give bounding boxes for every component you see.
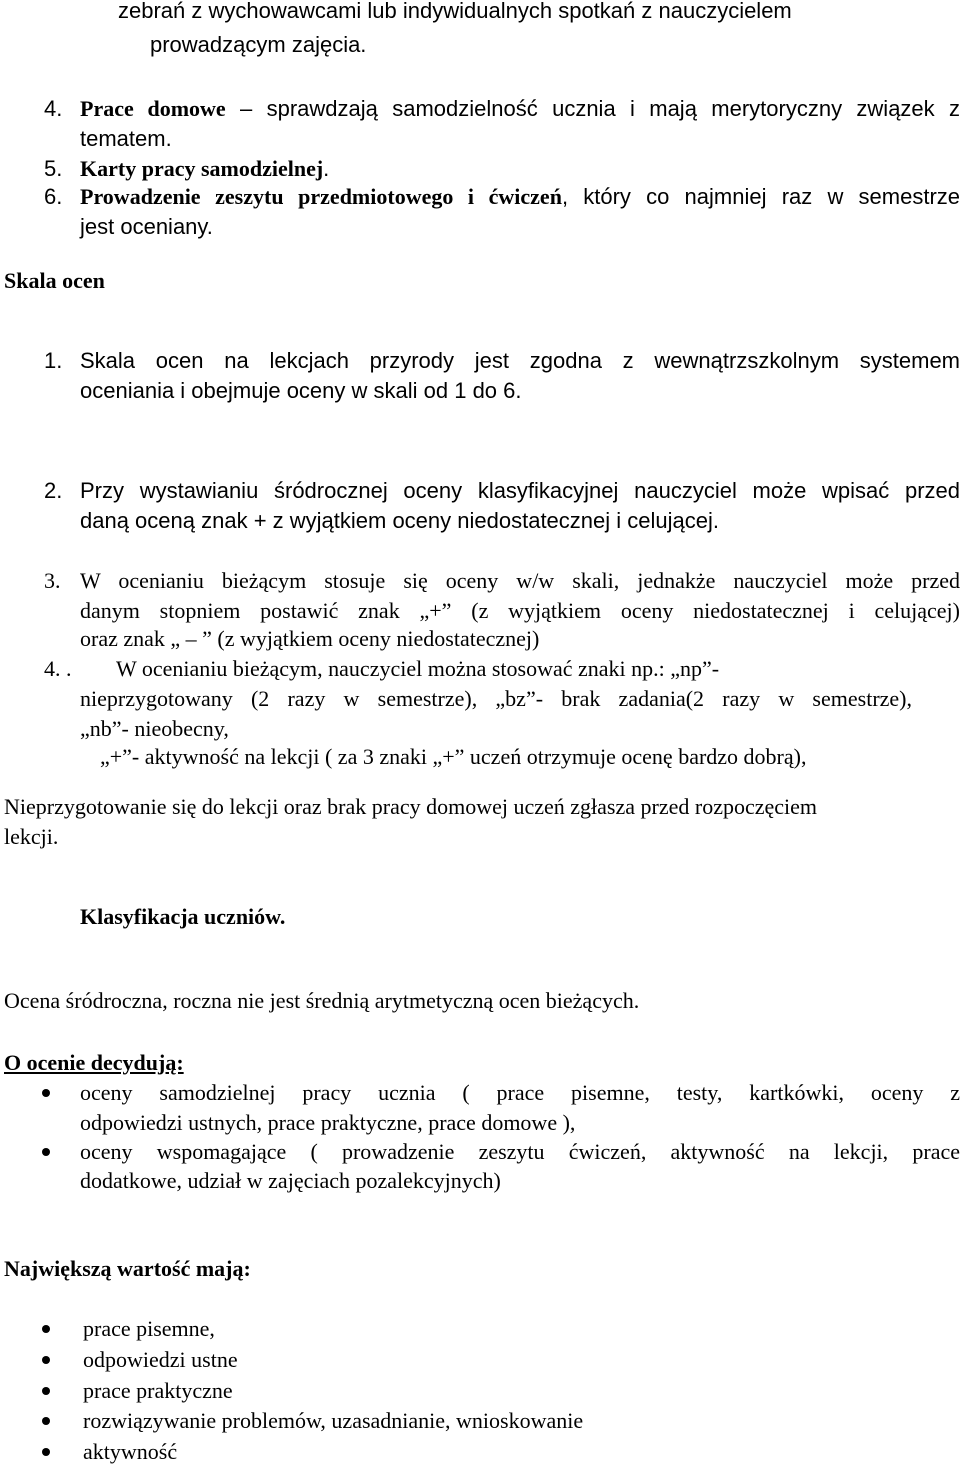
bullet-icon bbox=[42, 1089, 50, 1097]
bullet-icon bbox=[42, 1417, 50, 1425]
list-item-homework bbox=[80, 98, 960, 120]
list-item-bold: Prowadzenie zeszytu przedmiotowego i ćwiczeń bbox=[80, 184, 562, 209]
value-item: rozwiązywanie problemów, uzasadnianie, wnioskowanie bbox=[83, 1408, 584, 1433]
list-number: 6. bbox=[44, 184, 63, 209]
intro-line-1: zebrań z wychowawcami lub indywidualnych spotkań z nauczycielem bbox=[118, 0, 792, 23]
bullet-icon bbox=[42, 1448, 50, 1456]
list-item-notebook bbox=[80, 186, 960, 208]
scale-point-3-line-1: W ocenianiu bieżącym stosuje się oceny w/w skali, jednakże nauczyciel może przed bbox=[80, 568, 960, 593]
list-item-continuation: tematem. bbox=[80, 126, 172, 151]
list-item-bold: Karty pracy samodzielnej bbox=[80, 156, 324, 181]
decide-item-1-line-2: odpowiedzi ustnych, prace praktyczne, prace domowe ), bbox=[80, 1110, 576, 1135]
list-item-worksheets bbox=[80, 158, 329, 180]
scale-point-number: 3. bbox=[44, 568, 61, 593]
scale-point-number: 4. . bbox=[44, 656, 72, 681]
bullet-icon bbox=[42, 1356, 50, 1364]
scale-point-4-line-2: nieprzygotowany (2 razy w semestrze), „bz”- brak zadania(2 razy w semestrze), bbox=[80, 686, 912, 711]
scale-heading: Skala ocen bbox=[4, 268, 105, 293]
classification-heading: Klasyfikacja uczniów. bbox=[80, 904, 286, 929]
bullet-icon bbox=[42, 1387, 50, 1395]
list-item-continuation: jest oceniany. bbox=[80, 214, 213, 239]
value-item: prace praktyczne bbox=[83, 1378, 233, 1403]
decide-heading: O ocenie decydują: bbox=[4, 1050, 184, 1075]
list-number: 5. bbox=[44, 156, 63, 181]
notice-line-2: lekcji. bbox=[4, 824, 59, 849]
list-number: 4. bbox=[44, 96, 63, 121]
value-item: aktywność bbox=[83, 1439, 178, 1464]
decide-item-2-line-1: oceny wspomagające ( prowadzenie zeszytu ćwiczeń, aktywność na lekcji, prace bbox=[80, 1139, 960, 1164]
list-item-rest: . bbox=[323, 156, 330, 181]
scale-point-4-line-4: „+”- aktywność na lekcji ( za 3 znaki „+” uczeń otrzymuje ocenę bardzo dobrą), bbox=[100, 744, 807, 769]
decide-item-1-line-1: oceny samodzielnej pracy ucznia ( prace pisemne, testy, kartkówki, oceny z bbox=[80, 1080, 960, 1105]
notice-line-1: Nieprzygotowanie się do lekcji oraz brak pracy domowej uczeń zgłasza przed rozpoczęciem bbox=[4, 794, 818, 819]
scale-point-number: 2. bbox=[44, 478, 63, 503]
list-item-bold: Prace domowe bbox=[80, 96, 226, 121]
scale-point-number: 1. bbox=[44, 348, 63, 373]
scale-point-4-line-3: „nb”- nieobecny, bbox=[80, 716, 229, 741]
value-item: odpowiedzi ustne bbox=[83, 1347, 238, 1372]
scale-point-4-line-1: W ocenianiu bieżącym, nauczyciel można stosować znaki np.: „np”- bbox=[116, 656, 720, 681]
scale-point-2-line-2: daną oceną znak + z wyjątkiem oceny niedostatecznej i celującej. bbox=[80, 508, 719, 533]
bullet-icon bbox=[42, 1148, 50, 1156]
value-heading: Największą wartość mają: bbox=[4, 1256, 251, 1281]
scale-point-3-line-3: oraz znak „ – ” (z wyjątkiem oceny niedostatecznej) bbox=[80, 626, 540, 651]
classification-statement: Ocena śródroczna, roczna nie jest średnią arytmetyczną ocen bieżących. bbox=[4, 988, 640, 1013]
scale-point-2-line-1: Przy wystawianiu śródrocznej oceny klasyfikacyjnej nauczyciel może wpisać przed bbox=[80, 478, 960, 503]
scale-point-1-line-2: oceniania i obejmuje oceny w skali od 1 do 6. bbox=[80, 378, 522, 403]
decide-item-2-line-2: dodatkowe, udział w zajęciach pozalekcyjnych) bbox=[80, 1168, 501, 1193]
list-item-rest: , który co najmniej raz w semestrze bbox=[561, 184, 960, 209]
intro-line-2: prowadzącym zajęcia. bbox=[150, 32, 367, 57]
scale-point-3-line-2: danym stopniem postawić znak „+” (z wyjątkiem oceny niedostatecznej i celującej) bbox=[80, 598, 960, 623]
bullet-icon bbox=[42, 1325, 50, 1333]
list-item-rest: – sprawdzają samodzielność ucznia i mają merytoryczny związek z bbox=[225, 96, 960, 121]
scale-point-1-line-1: Skala ocen na lekcjach przyrody jest zgodna z wewnątrzszkolnym systemem bbox=[80, 348, 960, 373]
value-item: prace pisemne, bbox=[83, 1316, 215, 1341]
